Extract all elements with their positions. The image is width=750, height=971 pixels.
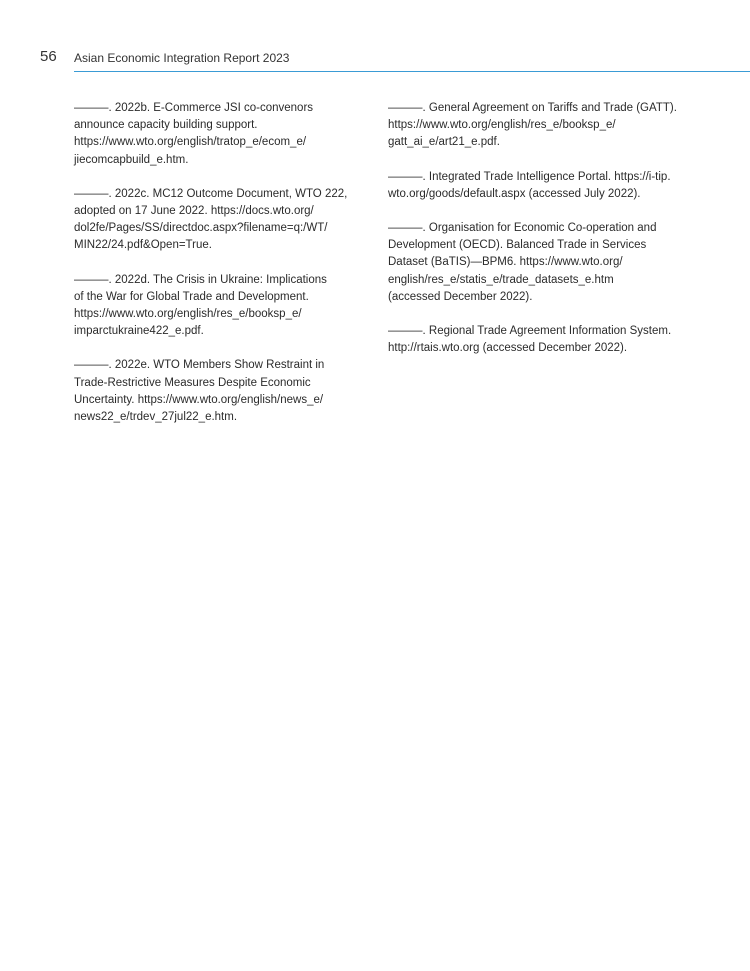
reference-line: ———. Regional Trade Agreement Information System. <box>388 325 672 338</box>
reference-line: of the War for Global Trade and Development. <box>74 290 309 303</box>
reference-line: ———. 2022d. The Crisis in Ukraine: Implications <box>74 273 327 286</box>
reference-entry <box>388 100 678 152</box>
reference-line: (accessed December 2022). <box>388 290 533 303</box>
reference-line: https://www.wto.org/english/tratop_e/ecom_e/ <box>74 136 307 149</box>
reference-line: Trade-Restrictive Measures Despite Economic <box>74 376 311 389</box>
reference-line: wto.org/goods/default.aspx (accessed July 2022). <box>388 187 641 200</box>
running-title: Asian Economic Integration Report 2023 <box>74 51 290 65</box>
reference-entry <box>388 323 678 357</box>
reference-line: news22_e/trdev_27jul22_e.htm. <box>74 411 238 424</box>
reference-line: ———. 2022b. E-Commerce JSI co-convenors <box>74 102 314 114</box>
reference-line: https://www.wto.org/english/res_e/booksp_e/ <box>74 308 302 321</box>
reference-line: Uncertainty. https://www.wto.org/english/news_e/ <box>74 393 324 406</box>
reference-entry <box>74 272 364 341</box>
reference-entry <box>388 220 678 306</box>
left-column <box>74 100 364 443</box>
page-number: 56 <box>40 48 57 65</box>
reference-entry <box>388 169 678 203</box>
reference-line: adopted on 17 June 2022. https://docs.wto.org/ <box>74 205 314 218</box>
page-header <box>0 0 750 74</box>
reference-line: ———. 2022c. MC12 Outcome Document, WTO 222, <box>74 187 348 200</box>
reference-line: http://rtais.wto.org (accessed December 2022). <box>388 342 628 355</box>
reference-line: ———. 2022e. WTO Members Show Restraint in <box>74 359 325 372</box>
reference-line: english/res_e/statis_e/trade_datasets_e.htm <box>388 273 614 286</box>
reference-entry <box>74 186 364 255</box>
reference-line: https://www.wto.org/english/res_e/booksp_e/ <box>388 119 616 132</box>
right-column <box>388 100 678 374</box>
reference-entry <box>74 357 364 426</box>
reference-line: Dataset (BaTIS)—BPM6. https://www.wto.org/ <box>388 256 623 269</box>
reference-line: jiecomcapbuild_e.htm. <box>74 153 189 166</box>
reference-line: gatt_ai_e/art21_e.pdf. <box>388 136 500 149</box>
reference-line: ———. Organisation for Economic Co-operation and <box>388 222 657 235</box>
header-rule <box>74 71 750 72</box>
reference-line: ———. Integrated Trade Intelligence Portal. https://i-tip. <box>388 170 671 183</box>
reference-line: MIN22/24.pdf&Open=True. <box>74 239 212 252</box>
reference-line: dol2fe/Pages/SS/directdoc.aspx?filename=q:/WT/ <box>74 222 328 235</box>
reference-line: Development (OECD). Balanced Trade in Services <box>388 239 647 252</box>
reference-line: announce capacity building support. <box>74 119 258 132</box>
reference-line: imparctukraine422_e.pdf. <box>74 325 204 338</box>
reference-line: ———. General Agreement on Tariffs and Trade (GATT). <box>388 102 677 114</box>
reference-entry <box>74 100 364 169</box>
